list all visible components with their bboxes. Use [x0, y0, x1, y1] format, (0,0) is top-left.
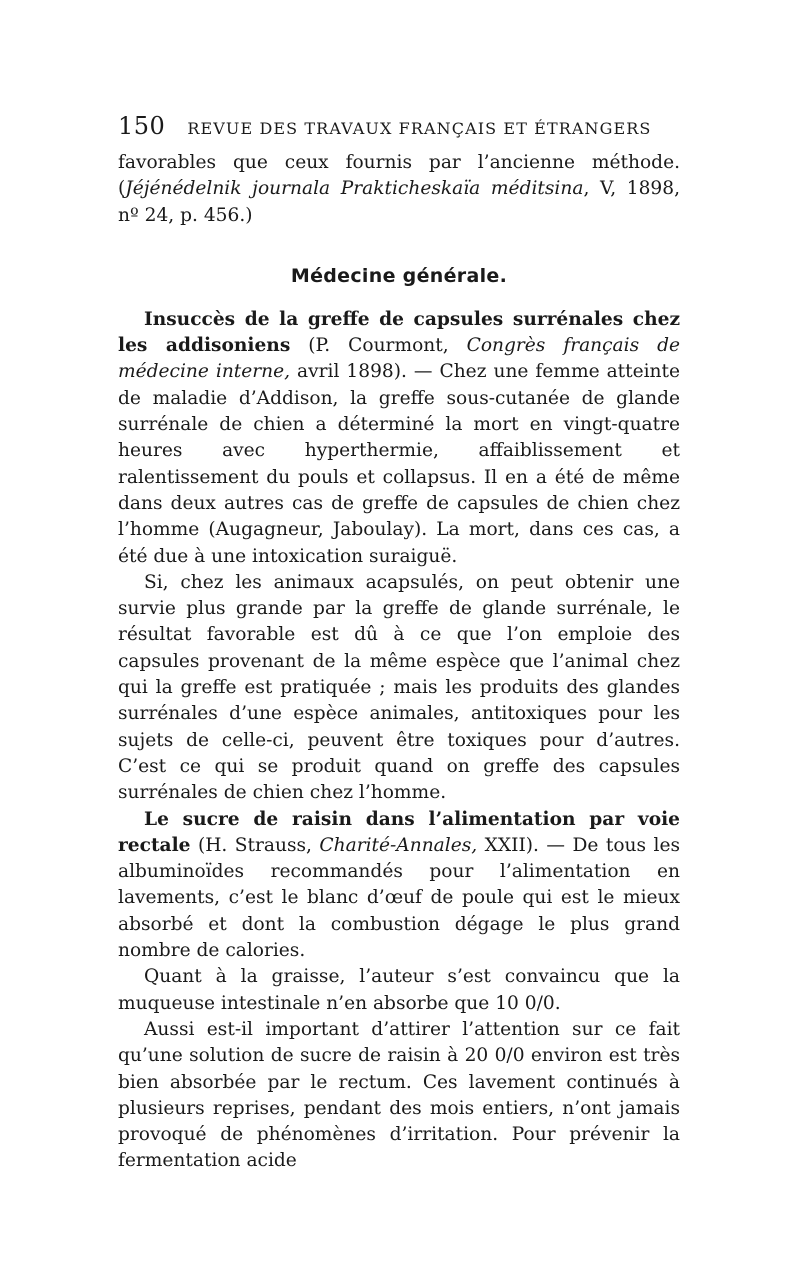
article2-ref: XXII). [477, 834, 539, 856]
article1-journal: Congrès français de médecine interne, [118, 335, 681, 383]
article1-paragraph-2: Si, chez les animaux acapsulés, on peut obtenir une survie plus grande par la greffe de glande surrénale, le résultat favorable est dû à ce que l’on emploie des capsules provenant de la même espèce que l’animal chez qui la greffe est pratiquée ; mais les produits des glandes surrénales d’une espèce animales, antitoxiques pour les sujets de celle-ci, peuvent être toxiques pour d’autres. C’est ce qui se produit quand on greffe des capsules surrénales de chien chez l’homme. [118, 571, 680, 804]
page-header [118, 112, 680, 140]
article2-paragraph-2: Quant à la graisse, l’auteur s’est convaincu que la muqueuse intestinale n’en absorbe que 10 0/0. [118, 966, 680, 1014]
intro-citation: , V, 1898, nº 24, p. 456.) [118, 178, 680, 226]
article2-journal: Charité-Annales, [319, 834, 478, 856]
running-title: REVUE DES TRAVAUX FRANÇAIS ET ÉTRANGERS [187, 119, 652, 138]
page-body [118, 150, 680, 1175]
article1-body: — Chez une femme atteinte de maladie d’Addison, la greffe sous-cutanée de glande surrénale de chien a déterminé la mort en vingt-quatre heures avec hyperthermie, affaiblissement et ralentissement du pouls et collapsus. Il en a été de même dans deux autres cas de greffe de capsules de chien chez l’homme (Augagneur, Jaboulay). La mort, dans ces cas, a été due à une intoxication suraiguë. [118, 361, 681, 567]
intro-journal: Jéjénédelnik journala Prakticheskaïa méditsina [125, 178, 584, 200]
article2-title: Le sucre de raisin dans l’alimentation par voie rectale [118, 808, 680, 856]
article2-paragraph-3: Aussi est-il important d’attirer l’attention sur ce fait qu’une solution de sucre de raisin à 20 0/0 environ est très bien absorbée par le rectum. Ces lavement continués à plusieurs reprises, pendant des mois entiers, n’ont jamais provoqué de phénomènes d’irritation. Pour prévenir la fermentation acide [118, 1018, 680, 1172]
section-title: Médecine générale. [290, 264, 508, 287]
page-number: 150 [118, 112, 166, 140]
article2-paragraph [118, 807, 680, 965]
article1-author: (P. Courmont, [290, 335, 467, 357]
intro-paragraph [118, 150, 680, 229]
article1-date: avril 1898). [290, 361, 407, 383]
article1-paragraph [118, 307, 680, 570]
article1-title: Insuccès de la greffe de capsules surrénales chez les addisoniens [118, 308, 680, 357]
intro-text: favorables que ceux fournis par l’ancienne méthode. ( [118, 152, 680, 200]
article2-body: — De tous les albuminoïdes recommandés pour l’alimentation en lavements, c’est le blanc d’œuf de poule qui est le mieux absorbé et dont la combustion dégage le plus grand nombre de calories. [118, 834, 681, 962]
article2-author: (H. Strauss, [190, 834, 320, 856]
